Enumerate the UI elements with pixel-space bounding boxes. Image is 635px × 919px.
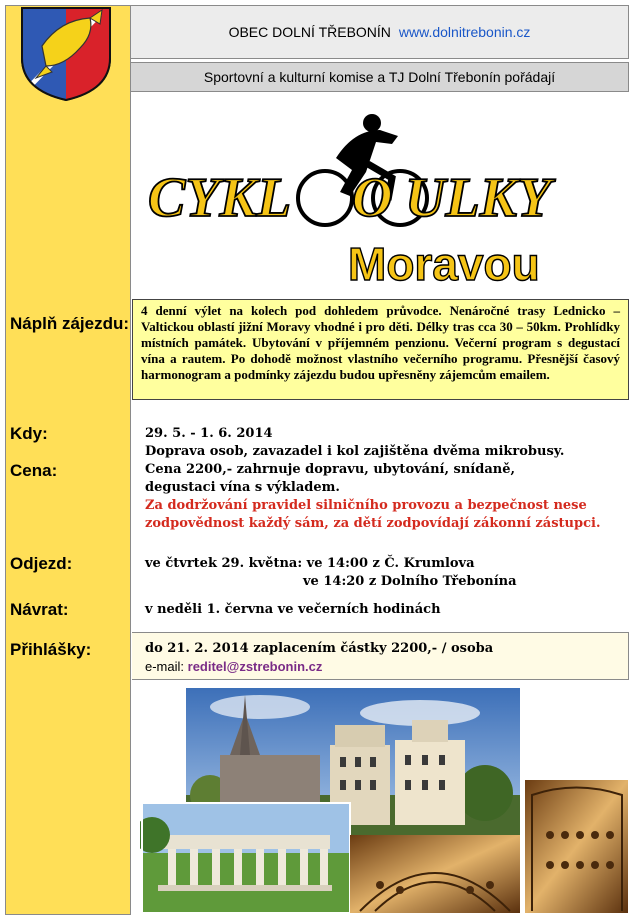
email-label: e-mail: xyxy=(145,659,185,674)
website-link[interactable]: www.dolnitrebonin.cz xyxy=(398,24,531,40)
subtitle-bar xyxy=(131,62,629,92)
photo-collage xyxy=(140,685,630,915)
label-cena: Cena: xyxy=(10,461,58,480)
navrat-text: v neděli 1. června ve večerních hodinách xyxy=(145,602,441,617)
label-navrat: Návrat: xyxy=(10,600,69,619)
description-box xyxy=(132,299,629,400)
title-ulky: ULKY xyxy=(405,167,552,229)
cena-warning-line1: Za dodržování pravidel silničního provozu a bezpečnost nese xyxy=(145,498,587,513)
email-row xyxy=(145,659,322,676)
title-cykl: CYKL xyxy=(148,167,292,229)
header-bar xyxy=(131,5,629,59)
kdy-transport: Doprava osob, zavazadel i kol zajištěna dvěma mikrobusy. xyxy=(145,444,565,459)
label-kdy: Kdy: xyxy=(10,424,48,443)
colonnade-photo xyxy=(140,803,350,913)
subtitle-text: Sportovní a kulturní komise a TJ Dolní Třebonín pořádají xyxy=(203,69,556,85)
prihlasky-line1: do 21. 2. 2014 zaplacením částky 2200,- / osoba xyxy=(145,641,494,656)
email-link[interactable]: reditel@zstrebonin.cz xyxy=(187,659,323,674)
title-artwork xyxy=(140,100,620,295)
description-text: 4 denní výlet na kolech pod dohledem průvodce. Nenáročné trasy Lednicko – Valtickou oblastí jižní Moravy vhodné i pro děti. Délky tras cca 30 – 50km. Prohlídky místních památek. Ubytování v příjemném penzionu. Večerní program s degustací vína a rautem. Po dohodě možnost vlastního večerního programu. Přesnější časový harmonogram a podmínky zájezdu budou upřesněny zájemcům emailem. xyxy=(141,303,620,382)
label-prihlasky: Přihlášky: xyxy=(10,640,92,659)
title-o-letter: O xyxy=(352,167,393,229)
odjezd-line2: ve 14:20 z Dolního Třebonína xyxy=(303,574,517,589)
cena-line1: Cena 2200,- zahrnuje dopravu, ubytování, snídaně, xyxy=(145,462,515,477)
kdy-date: 29. 5. - 1. 6. 2014 xyxy=(145,426,273,441)
odjezd-line1: ve čtvrtek 29. května: ve 14:00 z Č. Krumlova xyxy=(145,556,475,571)
label-napln: Náplň zájezdu: xyxy=(10,314,130,333)
cena-line2: degustaci vína s výkladem. xyxy=(145,480,340,495)
left-sidebar xyxy=(5,5,131,915)
coat-of-arms xyxy=(20,6,112,102)
cena-warning-line2: zodpovědnost každý sám, za dětí zodpovídají zákonní zástupci. xyxy=(145,516,601,531)
org-name: OBEC DOLNÍ TŘEBONÍN xyxy=(228,24,391,40)
label-odjezd: Odjezd: xyxy=(10,554,73,573)
title-moravou: Moravou xyxy=(348,238,540,290)
